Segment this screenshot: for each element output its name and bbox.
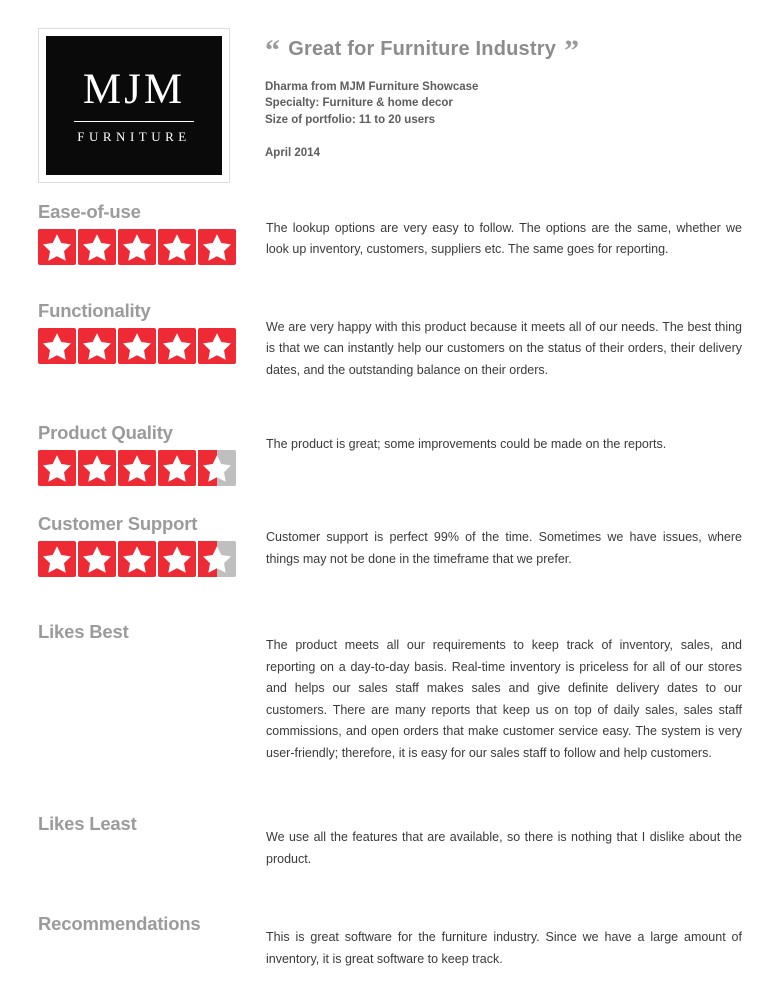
reviewer-specialty: Specialty: Furniture & home decor	[265, 97, 453, 110]
star-filled-icon	[118, 450, 156, 486]
rating-left	[38, 513, 266, 577]
logo-subtitle: FURNITURE	[77, 129, 191, 144]
star-filled-icon	[78, 229, 116, 265]
review-title-text: Great for Furniture Industry	[288, 38, 557, 60]
review-header-text	[265, 28, 742, 159]
rating-left	[38, 300, 266, 364]
rating-comment: The lookup options are very easy to follow. The options are the same, whether we look up inventory, customers, suppliers etc. The same goes for reporting.	[266, 220, 742, 256]
section-left	[38, 621, 266, 643]
quote-close-icon: ”	[564, 34, 580, 67]
rating-row	[38, 201, 742, 273]
star-filled-icon	[118, 229, 156, 265]
rating-stars	[38, 450, 266, 486]
star-filled-icon	[38, 229, 76, 265]
reviewer-portfolio: Size of portfolio: 11 to 20 users	[265, 113, 435, 126]
rating-label: Functionality	[38, 300, 151, 321]
section-right	[266, 813, 742, 883]
rating-comment: The product is great; some improvements could be made on the reports.	[266, 437, 667, 451]
star-filled-icon	[38, 450, 76, 486]
star-filled-icon	[158, 541, 196, 577]
section-left	[38, 913, 266, 935]
logo-divider	[74, 121, 194, 122]
rating-comment: We are very happy with this product because it meets all of our needs. The best thing is that we can instantly help our customers on the status of their orders, their delivery dates, and the outstanding balance on their orders.	[266, 319, 742, 377]
star-filled-icon	[118, 328, 156, 364]
rating-label: Customer Support	[38, 512, 198, 534]
star-filled-icon	[38, 541, 76, 577]
star-filled-icon	[198, 229, 236, 265]
rating-stars	[38, 229, 266, 265]
section-row	[38, 813, 742, 883]
rating-right	[266, 422, 742, 469]
rating-row	[38, 513, 742, 583]
rating-left	[38, 422, 266, 486]
star-filled-icon	[38, 328, 76, 364]
quote-open-icon: “	[265, 34, 281, 67]
section-row	[38, 621, 742, 777]
company-logo	[38, 28, 230, 183]
rating-row	[38, 422, 742, 486]
star-filled-icon	[158, 328, 196, 364]
section-label: Recommendations	[38, 912, 201, 934]
review-date: April 2014	[265, 146, 320, 159]
star-filled-icon	[198, 328, 236, 364]
star-filled-icon	[118, 541, 156, 577]
logo-wordmark: MJM	[82, 66, 186, 113]
section-text: We use all the features that are available, so there is nothing that I dislike about the product.	[266, 830, 742, 866]
rating-row	[38, 300, 742, 394]
rating-left	[38, 201, 266, 265]
section-text: This is great software for the furniture industry. Since we have a large amount of inventory, it is great software to keep track.	[266, 930, 742, 966]
rating-right	[266, 513, 742, 583]
star-filled-icon	[78, 450, 116, 486]
star-filled-icon	[158, 229, 196, 265]
review-header	[38, 28, 742, 183]
section-right	[266, 913, 742, 983]
rating-stars	[38, 328, 266, 364]
reviewer-name: Dharma from MJM Furniture Showcase	[265, 80, 479, 93]
rating-right	[266, 201, 742, 273]
rating-comment: Customer support is perfect 99% of the time. Sometimes we have issues, where things may not be done in the timeframe that we prefer.	[266, 530, 742, 566]
star-filled-icon	[78, 328, 116, 364]
star-filled-icon	[78, 541, 116, 577]
rating-label: Ease-of-use	[38, 201, 141, 222]
section-right	[266, 621, 742, 777]
section-row	[38, 913, 742, 983]
star-half-icon	[198, 450, 236, 486]
logo-graphic	[46, 36, 222, 175]
star-filled-icon	[158, 450, 196, 486]
section-left	[38, 813, 266, 835]
rating-stars	[38, 541, 266, 577]
section-label: Likes Least	[38, 812, 137, 834]
page-title	[265, 34, 742, 67]
star-half-icon	[198, 541, 236, 577]
section-label: Likes Best	[38, 620, 129, 642]
reviewer-meta	[265, 79, 742, 129]
section-text: The product meets all our requirements to keep track of inventory, sales, and reporting on a day-to-day basis. Real-time inventory is priceless for all of our stores and helps our sales staff makes sales and give definite delivery dates to our customers. There are many reports that keep us on top of daily sales, sales staff commissions, and open orders that make customer service easy. The system is very user-friendly; therefore, it is easy for our sales staff to follow and help customers.	[266, 638, 742, 760]
rating-label: Product Quality	[38, 421, 173, 443]
rating-right	[266, 300, 742, 394]
